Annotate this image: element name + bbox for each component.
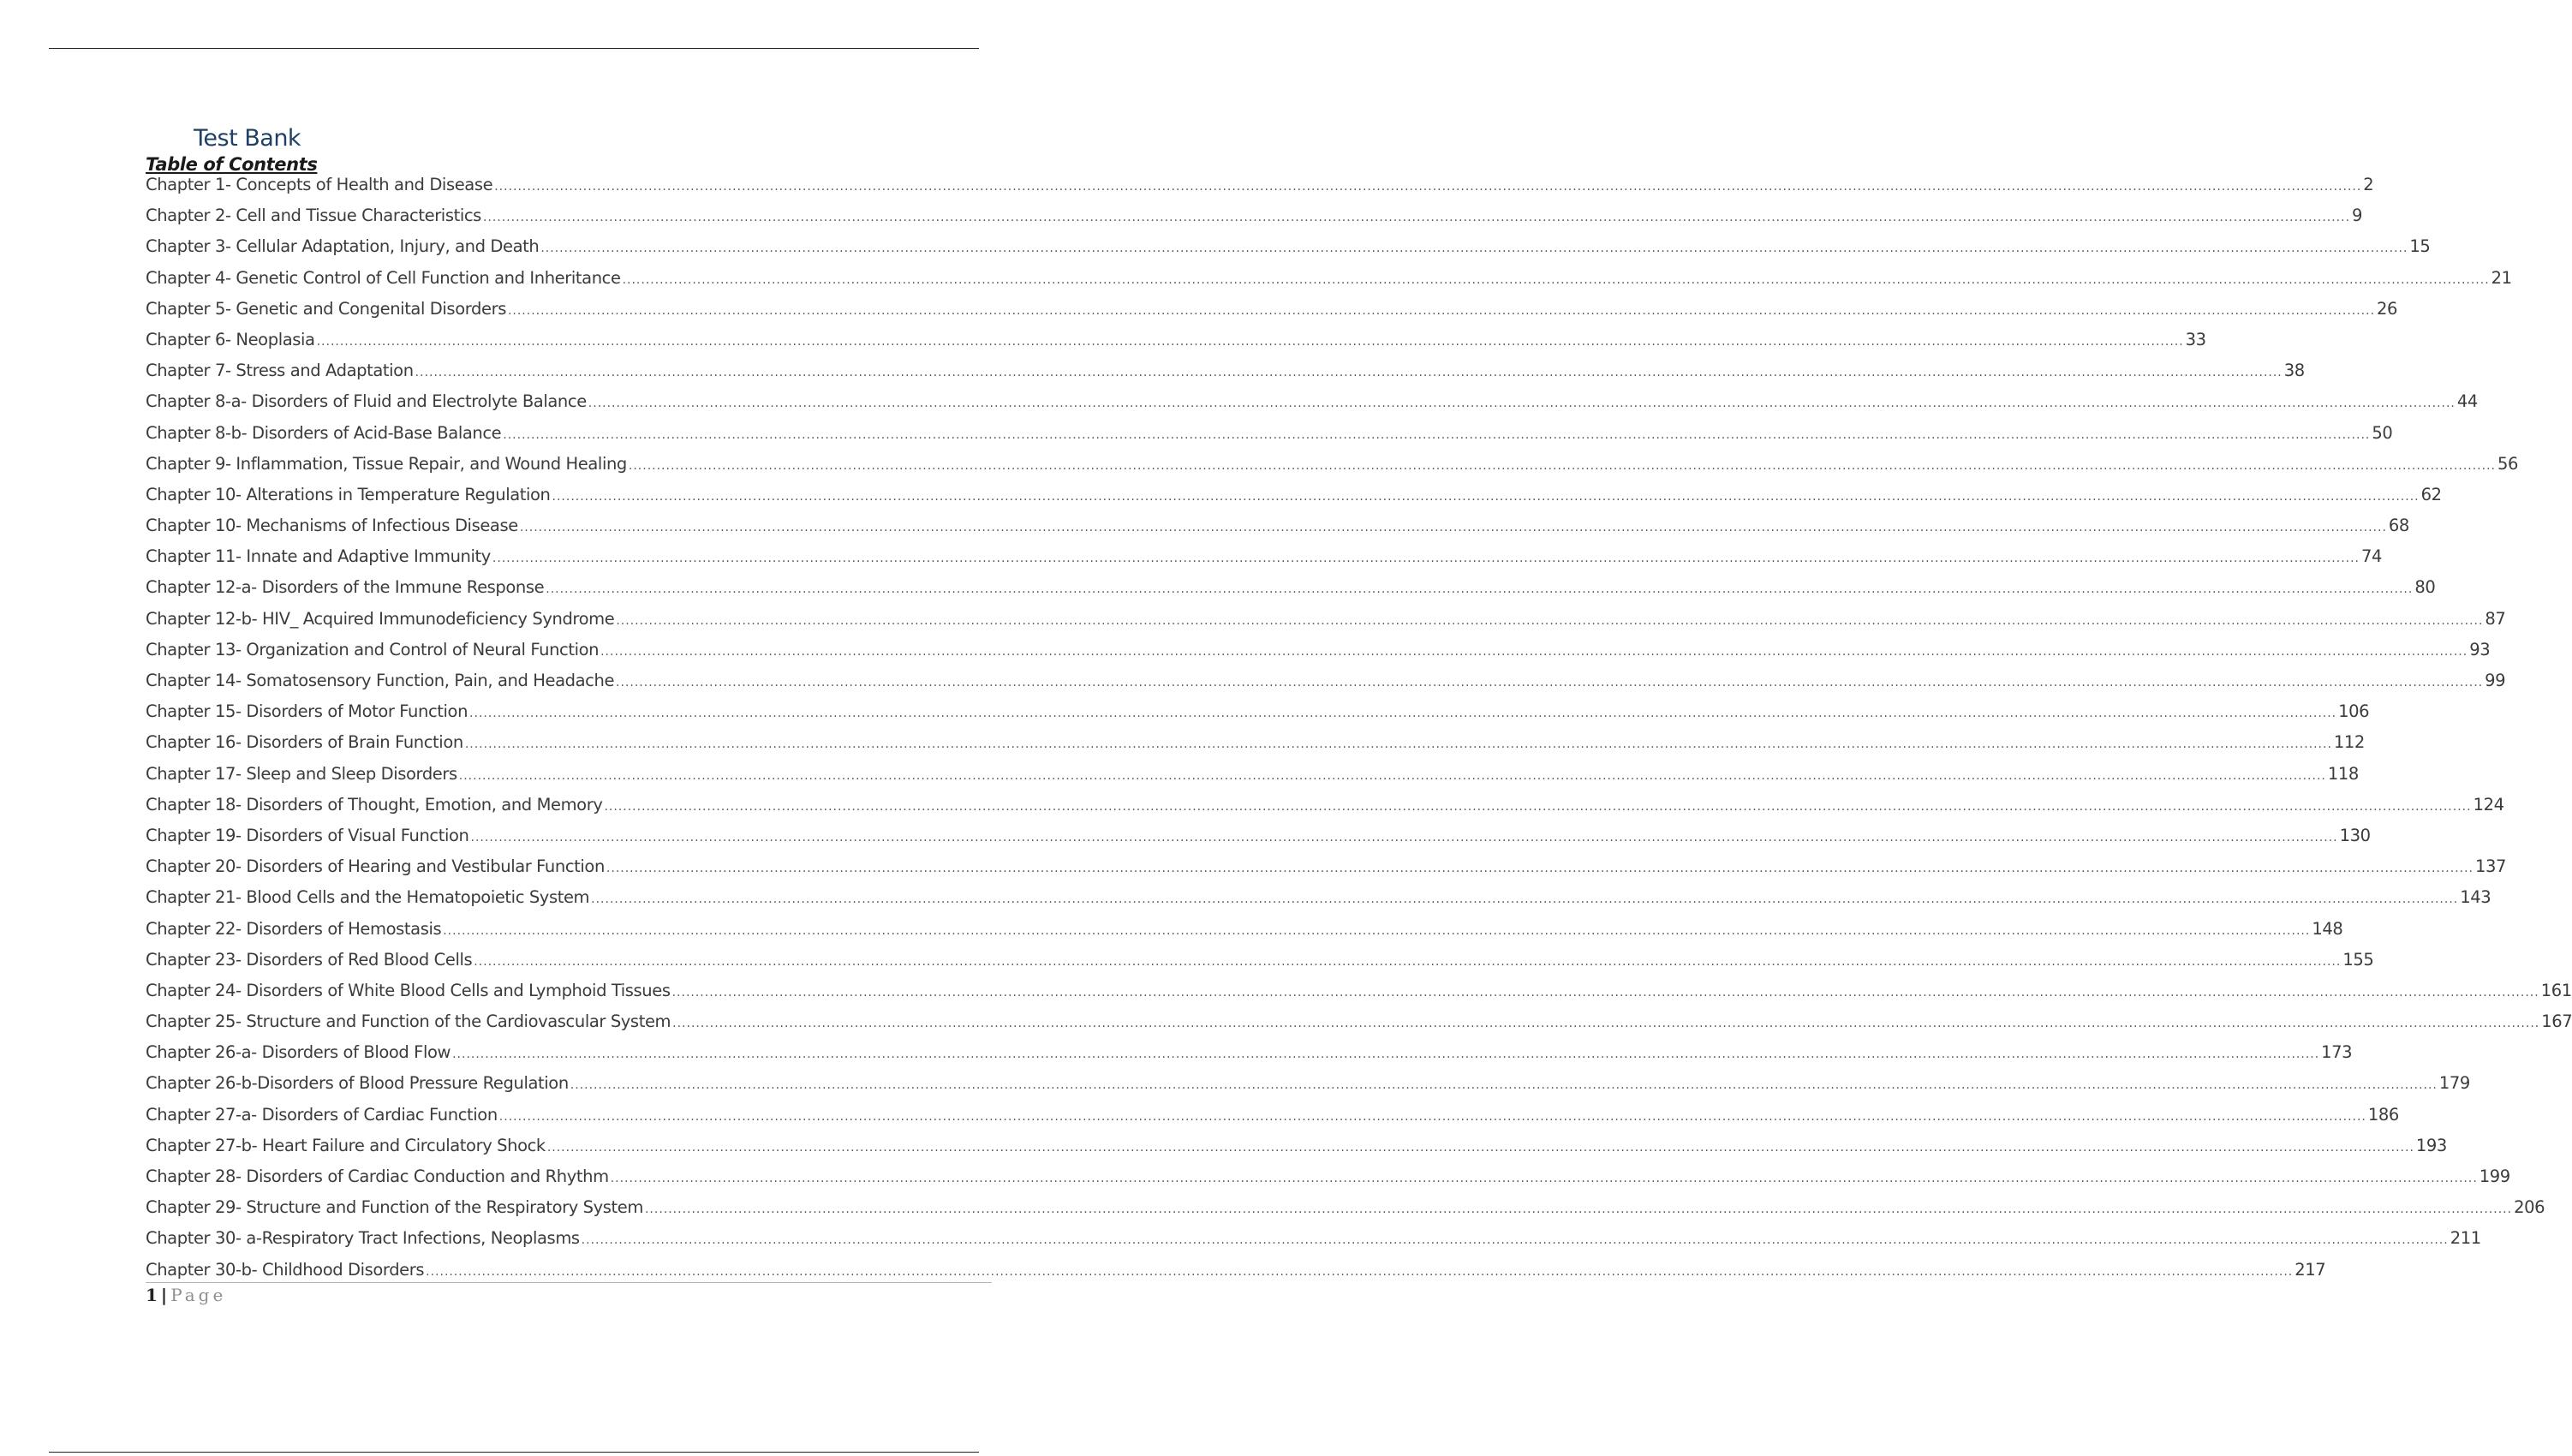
toc-entry-page: 124 [2473,794,2504,815]
toc-entry-label: Chapter 15- Disorders of Motor Function [146,701,468,722]
toc-entry-label: Chapter 13- Organization and Control of Neural Function [146,639,600,659]
toc-entry-page: 211 [2450,1228,2481,1249]
toc-entry-page: 99 [2485,671,2506,690]
dot-leader: ................................................................................................................................................................................................................................................................................................................................................................................................................ [519,521,2387,535]
toc-entry-label: Chapter 27-a- Disorders of Cardiac Function [146,1104,498,1125]
toc-entry-page: 44 [2456,391,2478,412]
toc-entry-label: Chapter 19- Disorders of Visual Function [146,825,469,845]
toc-entry-page: 161 [2540,980,2572,1000]
dot-leader: ................................................................................................................................................................................................................................................................................................................................................................................................................ [581,1233,2449,1248]
footer-rule [146,1282,992,1283]
toc-entry-label: Chapter 8-a- Disorders of Fluid and Electrolyte Balance [146,391,587,412]
toc-entry-page: 130 [2339,825,2371,845]
toc-entry-page: 155 [2342,949,2374,970]
dot-leader: ................................................................................................................................................................................................................................................................................................................................................................................................................ [606,862,2474,876]
page-footer [146,1285,226,1305]
toc-entry-page: 15 [2409,236,2431,257]
toc-entry[interactable] [146,329,2206,361]
dot-leader: ................................................................................................................................................................................................................................................................................................................................................................................................................ [600,644,2468,659]
dot-leader: ................................................................................................................................................................................................................................................................................................................................................................................................................ [546,1140,2414,1155]
toc-entry-label: Chapter 23- Disorders of Red Blood Cells [146,949,473,970]
toc-entry-page: 179 [2438,1073,2470,1094]
toc-entry[interactable] [146,1104,2399,1136]
dot-leader: ................................................................................................................................................................................................................................................................................................................................................................................................................ [498,1109,2366,1124]
toc-entry[interactable] [146,1011,2572,1042]
toc-entry-page: 87 [2485,608,2506,629]
toc-entry[interactable] [146,918,2343,950]
dot-leader: ................................................................................................................................................................................................................................................................................................................................................................................................................ [415,366,2283,380]
toc-entry-label: Chapter 1- Concepts of Health and Disease [146,175,493,194]
toc-entry-page: 112 [2333,732,2365,753]
dot-leader: ................................................................................................................................................................................................................................................................................................................................................................................................................ [588,397,2456,411]
toc-entry-label: Chapter 29- Structure and Function of the Respiratory System [146,1197,643,1218]
toc-entry[interactable] [146,887,2491,918]
top-border-line [49,48,979,49]
dot-leader: ................................................................................................................................................................................................................................................................................................................................................................................................................ [482,211,2351,225]
toc-entry[interactable] [146,980,2572,1011]
toc-entry[interactable] [146,361,2305,391]
toc-entry-page: 217 [2295,1259,2326,1280]
toc-entry-label: Chapter 5- Genetic and Congenital Disorders [146,298,506,319]
toc-entry-label: Chapter 9- Inflammation, Tissue Repair, and Wound Healing [146,453,627,474]
toc-entry-label: Chapter 26-b-Disorders of Blood Pressure Regulation [146,1073,569,1094]
toc-entry-label: Chapter 12-b- HIV_ Acquired Immunodeficiency Syndrome [146,608,615,629]
dot-leader: ................................................................................................................................................................................................................................................................................................................................................................................................................ [622,272,2490,287]
toc-entry-page: 137 [2475,856,2507,877]
toc-entry[interactable] [146,175,2374,206]
toc-entry[interactable] [146,794,2504,826]
toc-entry[interactable] [146,1167,2510,1197]
toc-entry[interactable] [146,298,2398,330]
toc-entry[interactable] [146,1259,2326,1291]
toc-entry[interactable] [146,949,2374,981]
toc-entry-page: 38 [2283,361,2305,381]
toc-entry-label: Chapter 18- Disorders of Thought, Emotion, and Memory [146,794,603,815]
toc-heading: Table of Contents [146,154,318,175]
toc-entry[interactable] [146,1135,2447,1167]
toc-list [146,175,2572,1291]
toc-entry-label: Chapter 8-b- Disorders of Acid-Base Balance [146,422,502,443]
dot-leader: ................................................................................................................................................................................................................................................................................................................................................................................................................ [458,768,2326,783]
dot-leader: ................................................................................................................................................................................................................................................................................................................................................................................................................ [507,303,2376,318]
dot-leader: ................................................................................................................................................................................................................................................................................................................................................................................................................ [672,1017,2540,1031]
toc-entry-page: 118 [2327,763,2359,784]
toc-entry-page: 206 [2514,1197,2545,1218]
toc-entry[interactable] [146,577,2436,608]
toc-entry-label: Chapter 25- Structure and Function of the Cardiovascular System [146,1011,671,1032]
toc-entry[interactable] [146,763,2359,795]
dot-leader: ................................................................................................................................................................................................................................................................................................................................................................................................................ [616,613,2484,628]
footer-separator: | [160,1285,168,1305]
toc-entry-label: Chapter 2- Cell and Tissue Characteristics [146,206,481,226]
dot-leader: ................................................................................................................................................................................................................................................................................................................................................................................................................ [546,582,2414,597]
toc-entry-label: Chapter 24- Disorders of White Blood Cells and Lymphoid Tissues [146,980,671,1000]
dot-leader: ................................................................................................................................................................................................................................................................................................................................................................................................................ [470,830,2338,844]
dot-leader: ................................................................................................................................................................................................................................................................................................................................................................................................................ [552,489,2420,504]
dot-leader: ................................................................................................................................................................................................................................................................................................................................................................................................................ [604,799,2472,814]
dot-leader: ................................................................................................................................................................................................................................................................................................................................................................................................................ [503,427,2371,442]
toc-entry-label: Chapter 21- Blood Cells and the Hematopoietic System [146,887,590,908]
toc-entry-page: 62 [2420,484,2442,504]
dot-leader: ................................................................................................................................................................................................................................................................................................................................................................................................................ [616,676,2484,689]
toc-entry[interactable] [146,1073,2470,1104]
toc-entry[interactable] [146,453,2518,485]
toc-entry-label: Chapter 7- Stress and Adaptation [146,361,414,381]
toc-entry-page: 26 [2377,298,2398,319]
toc-entry-label: Chapter 6- Neoplasia [146,329,315,349]
dot-leader: ................................................................................................................................................................................................................................................................................................................................................................................................................ [494,180,2362,194]
toc-entry-label: Chapter 14- Somatosensory Function, Pain, and Headache [146,671,615,690]
toc-entry-page: 106 [2338,701,2370,722]
document-title: Test Bank [194,125,301,152]
toc-entry[interactable] [146,732,2365,763]
toc-entry-label: Chapter 3- Cellular Adaptation, Injury, and Death [146,236,540,257]
toc-entry[interactable] [146,1197,2545,1228]
toc-entry-page: 186 [2367,1104,2399,1125]
toc-entry-page: 33 [2185,329,2206,349]
toc-entry[interactable] [146,639,2491,671]
toc-entry[interactable] [146,236,2431,267]
dot-leader: ................................................................................................................................................................................................................................................................................................................................................................................................................ [474,954,2342,969]
toc-entry-page: 80 [2414,577,2436,598]
toc-entry-label: Chapter 20- Disorders of Hearing and Vestibular Function [146,856,605,877]
dot-leader: ................................................................................................................................................................................................................................................................................................................................................................................................................ [469,707,2337,721]
toc-entry-page: 148 [2312,918,2343,939]
toc-entry[interactable] [146,546,2383,577]
toc-entry-label: Chapter 22- Disorders of Hemostasis [146,918,442,939]
toc-entry-page: 93 [2469,639,2491,659]
dot-leader: ................................................................................................................................................................................................................................................................................................................................................................................................................ [644,1202,2513,1217]
toc-entry-label: Chapter 10- Mechanisms of Infectious Disease [146,516,518,536]
toc-entry-label: Chapter 10- Alterations in Temperature Regulation [146,484,551,504]
dot-leader: ................................................................................................................................................................................................................................................................................................................................................................................................................ [452,1047,2320,1062]
toc-entry-page: 193 [2415,1135,2447,1155]
toc-entry[interactable] [146,422,2393,454]
toc-entry[interactable] [146,856,2507,887]
toc-entry-label: Chapter 17- Sleep and Sleep Disorders [146,763,457,784]
toc-entry-label: Chapter 28- Disorders of Cardiac Conduction and Rhythm [146,1167,609,1186]
dot-leader: ................................................................................................................................................................................................................................................................................................................................................................................................................ [570,1078,2438,1093]
toc-entry-label: Chapter 12-a- Disorders of the Immune Response [146,577,545,598]
dot-leader: ................................................................................................................................................................................................................................................................................................................................................................................................................ [610,1172,2478,1185]
toc-entry[interactable] [146,1042,2353,1073]
toc-entry[interactable] [146,608,2506,640]
toc-entry-page: 21 [2491,267,2512,288]
page-word: Page [170,1285,227,1305]
toc-entry-page: 56 [2497,453,2518,474]
toc-entry[interactable] [146,206,2363,236]
toc-entry-page: 199 [2479,1167,2510,1186]
dot-leader: ................................................................................................................................................................................................................................................................................................................................................................................................................ [426,1264,2294,1279]
toc-entry-page: 74 [2361,546,2383,567]
toc-entry-label: Chapter 4- Genetic Control of Cell Function and Inheritance [146,267,621,288]
toc-entry[interactable] [146,671,2506,701]
toc-entry-label: Chapter 26-a- Disorders of Blood Flow [146,1042,451,1063]
dot-leader: ................................................................................................................................................................................................................................................................................................................................................................................................................ [628,458,2496,473]
toc-entry[interactable] [146,267,2512,299]
toc-entry-label: Chapter 30-b- Childhood Disorders [146,1259,425,1280]
toc-entry-page: 2 [2363,175,2374,194]
bottom-border-line [49,1452,979,1453]
toc-entry-page: 50 [2372,422,2393,443]
dot-leader: ................................................................................................................................................................................................................................................................................................................................................................................................................ [443,923,2311,938]
toc-entry[interactable] [146,516,2409,546]
toc-entry-page: 68 [2388,516,2409,536]
toc-entry-page: 167 [2541,1011,2572,1032]
toc-entry-label: Chapter 27-b- Heart Failure and Circulatory Shock [146,1135,546,1155]
toc-entry-page: 143 [2460,887,2491,908]
page-number: 1 [146,1285,158,1305]
toc-entry-label: Chapter 16- Disorders of Brain Function [146,732,463,753]
toc-entry-page: 9 [2352,206,2363,226]
toc-entry-page: 173 [2321,1042,2353,1063]
dot-leader: ................................................................................................................................................................................................................................................................................................................................................................................................................ [316,334,2184,349]
toc-entry[interactable] [146,701,2370,732]
dot-leader: ................................................................................................................................................................................................................................................................................................................................................................................................................ [540,242,2408,256]
dot-leader: ................................................................................................................................................................................................................................................................................................................................................................................................................ [492,552,2360,566]
dot-leader: ................................................................................................................................................................................................................................................................................................................................................................................................................ [591,892,2459,907]
toc-entry[interactable] [146,1228,2481,1259]
toc-entry[interactable] [146,484,2442,516]
dot-leader: ................................................................................................................................................................................................................................................................................................................................................................................................................ [464,737,2332,752]
toc-entry-label: Chapter 11- Innate and Adaptive Immunity [146,546,491,567]
toc-entry[interactable] [146,825,2371,856]
toc-entry-label: Chapter 30- a-Respiratory Tract Infections, Neoplasms [146,1228,580,1249]
dot-leader: ................................................................................................................................................................................................................................................................................................................................................................................................................ [671,985,2539,1000]
toc-entry[interactable] [146,391,2478,422]
